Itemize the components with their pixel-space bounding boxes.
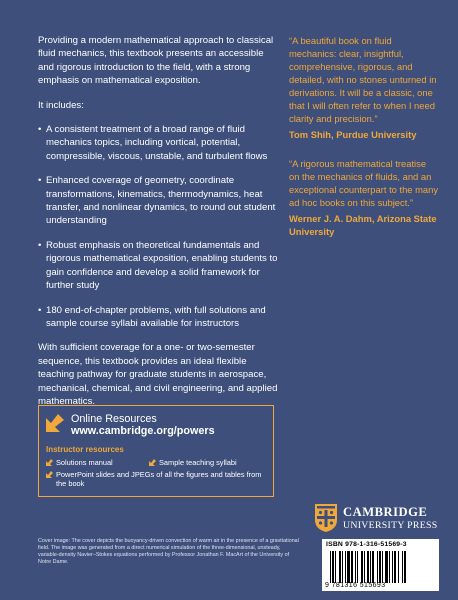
publisher-press: UNIVERSITY PRESS xyxy=(343,520,438,531)
barcode-stripe xyxy=(385,551,388,583)
quotes-column xyxy=(289,34,439,254)
barcode xyxy=(322,539,439,591)
barcode-stripe xyxy=(389,551,390,583)
review-quote: “A rigorous mathematical treatise on the mechanics of fluids, and an exceptional counterpart to the many ad hoc books on this subject.” xyxy=(289,158,439,209)
online-resources-box xyxy=(38,405,274,497)
resource-item xyxy=(46,458,146,467)
resource-item-label: Sample teaching syllabi xyxy=(159,458,237,467)
barcode-stripe xyxy=(355,551,356,583)
resource-item xyxy=(46,470,266,488)
barcode-stripe xyxy=(372,551,374,583)
arrow-icon xyxy=(44,412,66,434)
barcode-stripe xyxy=(357,551,358,583)
barcode-stripe xyxy=(342,551,343,583)
resource-item-label: PowerPoint slides and JPEGs of all the figures and tables from the book xyxy=(56,470,262,488)
isbn-label: ISBN 978-1-316-51569-3 xyxy=(326,541,407,548)
review-author: Tom Shih, Purdue University xyxy=(289,129,417,140)
resource-item-label: Solutions manual xyxy=(56,458,113,467)
arrow-icon xyxy=(46,471,53,478)
barcode-stripe xyxy=(332,551,334,583)
crest-icon xyxy=(314,503,338,533)
barcode-stripe xyxy=(367,551,369,583)
barcode-stripe xyxy=(398,551,399,583)
barcode-stripe xyxy=(351,551,353,583)
barcode-stripe xyxy=(377,551,378,583)
arrow-icon xyxy=(46,459,53,466)
resources-url[interactable]: www.cambridge.org/powers xyxy=(71,425,215,437)
barcode-stripe xyxy=(382,551,383,583)
publisher-logo xyxy=(314,503,440,533)
barcode-stripe xyxy=(394,551,396,583)
arrow-icon xyxy=(149,459,156,466)
resources-subtitle: Instructor resources xyxy=(46,445,124,454)
feature-item: • 180 end-of-chapter problems, with full solutions and sample course syllabi available for instructors xyxy=(38,304,278,331)
resources-title: Online Resources xyxy=(71,413,157,425)
barcode-stripe xyxy=(370,551,371,583)
barcode-stripe xyxy=(361,551,363,583)
barcode-digits: 9 781316 515693 xyxy=(325,582,386,589)
barcode-stripe xyxy=(339,551,341,583)
review-quote: “A beautiful book on fluid mechanics: clear, insightful, comprehensive, rigorous, and detailed, with no stones unturned in derivations. It will be a classic, one that I will often refer to when I need clarity and precision.” xyxy=(289,35,437,124)
feature-item: • Enhanced coverage of geometry, coordinate transformations, kinematics, thermodynamics, heat transfer, and nonlinear dynamics, to round out student understanding xyxy=(38,174,278,228)
barcode-stripe xyxy=(379,551,381,583)
barcode-stripe xyxy=(364,551,365,583)
barcode-stripe xyxy=(335,551,336,583)
publisher-name: CAMBRIDGE xyxy=(343,505,428,519)
barcode-stripe xyxy=(402,551,403,583)
barcode-stripe xyxy=(347,551,350,583)
intro-paragraph: Providing a modern mathematical approach to classical fluid mechanics, this textbook presents an accessible and rigorous introduction to the field, with a strong emphasis on mathematical exposition. xyxy=(38,35,274,87)
barcode-stripe xyxy=(392,551,393,583)
review-author: Werner J. A. Dahm, Arizona State University xyxy=(289,213,437,237)
barcode-stripe xyxy=(330,551,331,583)
closing-paragraph: With sufficient coverage for a one- or two-semester sequence, this textbook provides an ideal flexible teaching pathway for graduate students in aerospace, mechanical, chemical, and civil engineering, and applied mathematics. xyxy=(38,342,278,407)
feature-list xyxy=(38,123,278,330)
feature-item: • Robust emphasis on theoretical fundamentals and rigorous mathematical exposition, enabling students to gain confidence and develop a solid framework for further study xyxy=(38,239,278,293)
barcode-stripe xyxy=(404,551,406,583)
blurb-column xyxy=(38,34,278,419)
cover-image-note: Cover image: The cover depicts the buoyancy-driven convection of warm air in the presence of a gravitational field. The image was generated from a direct numerical simulation of the three-dimensional, unsteady, variable-density Navier–Stokes equations performed by Professor Jonathan F. MacArt of the University of Notre Dame. xyxy=(38,538,299,565)
barcode-bars xyxy=(330,551,434,583)
includes-label: It includes: xyxy=(38,99,84,111)
feature-item: • A consistent treatment of a broad range of fluid mechanics topics, including vortical, potential, compressible, viscous, unstable, and turbulent flows xyxy=(38,123,278,163)
resource-item xyxy=(149,458,279,467)
barcode-stripe xyxy=(345,551,346,583)
